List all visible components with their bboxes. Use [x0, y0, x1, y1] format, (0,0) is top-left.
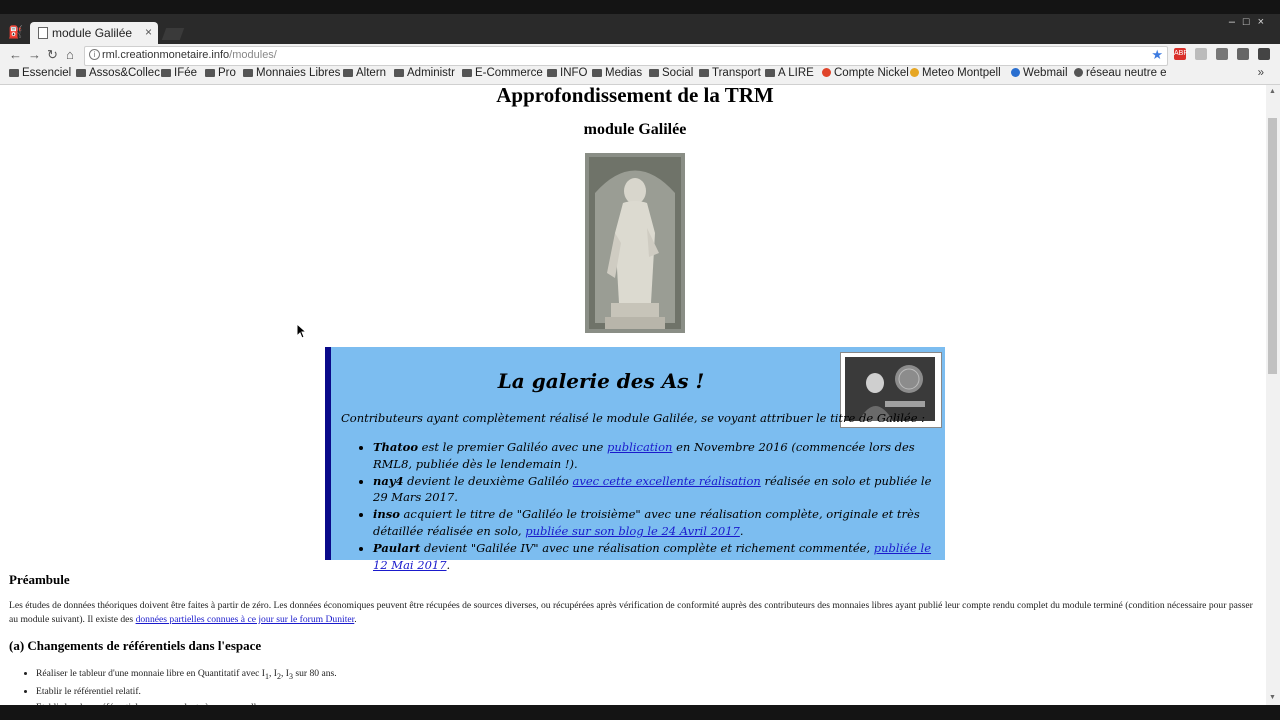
bookmark-item[interactable] [1074, 67, 1167, 79]
bookmark-label: Essenciel [22, 67, 72, 79]
page-content [0, 85, 1266, 705]
gallery-title: La galerie des As ! [497, 369, 705, 393]
preambule-heading: Préambule [9, 572, 70, 587]
tab-module-galilee[interactable] [30, 22, 158, 44]
page-subtitle: module Galilée [583, 121, 687, 138]
bookmark-item[interactable] [765, 67, 814, 79]
folder-icon [462, 69, 472, 77]
contributor-name: nay4 [373, 473, 404, 488]
back-arrow-icon[interactable]: ← [9, 47, 22, 62]
galileo-statue-image [585, 153, 685, 333]
bookmark-item[interactable] [394, 67, 455, 79]
folder-icon [343, 69, 353, 77]
section-a-heading: (a) Changements de référentiels dans l'espace [9, 638, 262, 653]
bookmark-label: Assos&Collec [89, 67, 160, 79]
extension-icon[interactable] [1237, 48, 1249, 60]
gallery-of-aces-box [325, 347, 945, 572]
scrollbar-thumb[interactable] [1268, 118, 1277, 374]
gallery-item-link[interactable]: publiée sur son blog le 24 Avril 2017 [525, 523, 740, 538]
folder-icon [243, 69, 253, 77]
favicon-icon [1011, 68, 1020, 77]
folder-icon [394, 69, 404, 77]
extension-icon[interactable] [1258, 48, 1270, 60]
window-controls[interactable]: –□× [1228, 16, 1272, 28]
tab-close-icon[interactable]: × [144, 25, 152, 39]
contributor-name: Thatoo [373, 440, 419, 454]
extension-icon[interactable] [1216, 48, 1228, 60]
scroll-down-icon[interactable]: ▼ [1269, 694, 1276, 701]
bookmark-item[interactable] [592, 67, 642, 79]
folder-icon [161, 69, 171, 77]
gallery-item-link[interactable]: avec cette excellente réalisation [572, 473, 761, 488]
gallery-item [373, 506, 945, 540]
bookmark-label: Social [662, 67, 694, 79]
bookmark-item[interactable] [161, 67, 197, 79]
browser-title-bar [0, 14, 1280, 44]
bookmark-label: E-Commerce [475, 67, 543, 79]
incognito-icon: ⛽ [8, 25, 23, 39]
reload-icon[interactable]: ↻ [47, 47, 58, 62]
bookmark-label: Meteo Montpell [922, 67, 1001, 79]
document-icon [38, 27, 48, 39]
bookmark-label: Administr [407, 67, 455, 79]
contributor-name: inso [373, 507, 400, 522]
forward-arrow-icon[interactable]: → [28, 47, 41, 62]
section-a-item-text: sur 80 ans. [292, 668, 337, 679]
mouse-cursor-icon [297, 324, 307, 339]
bookmark-label: Webmail [1023, 67, 1068, 79]
gallery-item-text: devient le deuxième Galiléo [403, 473, 573, 488]
bookmark-item[interactable] [649, 67, 693, 79]
address-url [102, 49, 277, 61]
bookmark-label: INFO [560, 67, 588, 79]
bookmark-item[interactable] [1011, 67, 1068, 79]
favicon-icon [1074, 68, 1083, 77]
bookmark-label: A LIRE [778, 67, 814, 79]
gallery-item-text: est le premier Galiléo avec une [418, 440, 608, 454]
bookmark-item[interactable] [822, 67, 909, 79]
section-a-item-text: , I [268, 668, 277, 679]
folder-icon [76, 69, 86, 77]
gallery-intro: Contributeurs ayant complètement réalisé le module Galilée, se voyant attribuer le titre de Galilée : [341, 411, 926, 425]
bookmark-item[interactable] [462, 67, 543, 79]
gallery-item-suffix: réalisée en solo et publiée le 29 Mars 2017. [373, 473, 932, 505]
folder-icon [592, 69, 602, 77]
preambule-text: Les études de données théoriques doivent être faites à partir de zéro. Les données économiques peuvent être récupées de sources diverses, ou récupérées après vérification de conformité auprès des contributeurs des monnaies libres ayant publié leur compte rendu complet du module terminé (condition nécessaire pour passer au module suivant). Il existe des [9, 600, 1253, 625]
gallery-item-suffix: . [739, 523, 744, 538]
section-a-item-text: , I [280, 668, 289, 679]
bookmark-item[interactable] [699, 67, 761, 79]
bookmark-item[interactable] [910, 67, 1001, 79]
gallery-item-suffix: en Novembre 2016 (commencée lors des RML8, publiée dès le lendemain !). [373, 440, 915, 471]
info-icon[interactable]: i [89, 49, 100, 60]
browser-toolbar [0, 44, 1280, 66]
bookmark-label: IFée [174, 67, 198, 79]
gallery-item-link[interactable]: publiée le 12 Mai 2017 [373, 540, 932, 572]
bookmark-label: Transport [712, 67, 761, 79]
gallery-item-text: acquiert le titre de "Galiléo le troisième" avec une réalisation complète, originale et très détaillée réalisée en solo, [373, 507, 920, 538]
bookmark-item[interactable] [9, 67, 71, 79]
extension-icon[interactable] [1195, 48, 1207, 60]
folder-icon [649, 69, 659, 77]
bookmark-label: Medias [605, 67, 643, 79]
bookmark-item[interactable] [243, 67, 340, 79]
extension-icon[interactable]: ABP [1174, 48, 1186, 60]
bookmark-label: Monnaies Libres [256, 67, 341, 79]
preambule-after: . [354, 614, 357, 625]
gallery-item [373, 473, 945, 507]
folder-icon [205, 69, 215, 77]
section-a-item [36, 666, 337, 684]
preambule-paragraph [9, 599, 1264, 627]
bookmark-item[interactable] [76, 67, 160, 79]
subscript-text: 2 [276, 671, 281, 681]
home-icon[interactable]: ⌂ [66, 47, 74, 62]
tab-title: module Galilée [52, 26, 133, 40]
gallery-item-link[interactable]: publication [607, 440, 673, 454]
gallery-item [373, 540, 945, 574]
bookmark-item[interactable] [343, 67, 386, 79]
contributor-name: Paulart [373, 540, 421, 555]
scroll-up-icon[interactable]: ▲ [1269, 88, 1276, 95]
subscript-text: 1 [264, 671, 269, 681]
bookmark-label: réseau neutre e [1086, 67, 1167, 79]
favicon-icon [822, 68, 831, 77]
bookmark-item[interactable] [205, 67, 236, 79]
bottom-bar [0, 705, 1280, 720]
section-a-item [36, 684, 337, 700]
section-a-item-text: Etablir le référentiel relatif. [36, 686, 141, 698]
url-path: /modules/ [229, 49, 277, 61]
bookmark-label: Pro [218, 67, 236, 79]
bookmark-item[interactable] [547, 67, 587, 79]
subscript-text: 3 [288, 671, 293, 681]
folder-icon [547, 69, 557, 77]
gallery-list [367, 439, 945, 573]
folder-icon [9, 69, 19, 77]
preambule-data-link[interactable]: données partielles connues à ce jour sur le forum Duniter [135, 614, 355, 625]
bookmark-star-icon[interactable]: ★ [1151, 47, 1163, 62]
favicon-icon [910, 68, 919, 77]
gallery-item [373, 439, 945, 473]
bookmark-label: Compte Nickel [834, 67, 909, 79]
page-title: Approfondissement de la TRM [496, 83, 774, 107]
bookmarks-overflow-icon[interactable]: » [1257, 67, 1264, 79]
folder-icon [699, 69, 709, 77]
folder-icon [765, 69, 775, 77]
bookmark-label: Altern [356, 67, 387, 79]
gallery-item-text: devient "Galilée IV" avec une réalisation complète et richement commentée, [420, 540, 874, 555]
section-a-item-text: Réaliser le tableur d'une monnaie libre en Quantitatif avec I [36, 668, 265, 679]
gallery-item-suffix: . [446, 557, 451, 572]
address-bar[interactable] [84, 46, 1168, 66]
url-host: rml.creationmonetaire.info [102, 49, 230, 61]
